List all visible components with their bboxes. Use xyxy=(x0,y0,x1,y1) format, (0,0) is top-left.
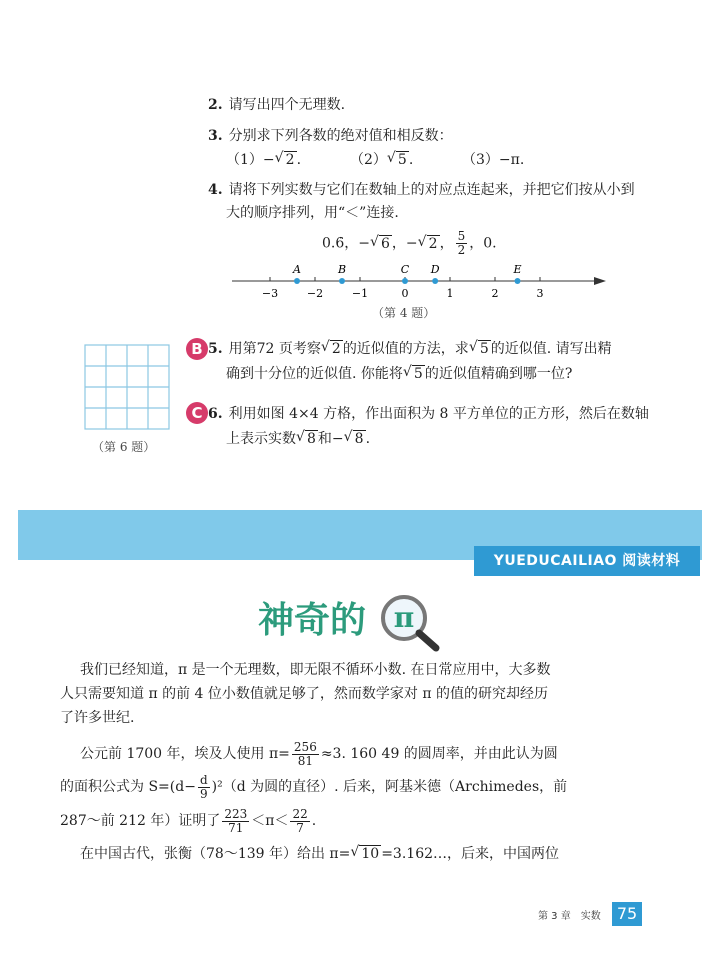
q4-nums-a: 0.6̇，− xyxy=(322,235,370,252)
p3-rad: 10 xyxy=(361,846,380,862)
chapter-label: 第 3 章 实数 xyxy=(538,911,601,922)
reading-p1-l1: 我们已经知道，π 是一个无理数，即无限不循环小数. 在日常应用中，大多数 xyxy=(80,662,551,678)
q3-p2-end: . xyxy=(408,152,414,168)
q5-l1b: 的近似值的方法，求 xyxy=(342,341,469,357)
f3d: 7 xyxy=(296,820,304,835)
p2-l1b: ≈3. 160 49 的圆周率，并由此认为圆 xyxy=(320,746,558,762)
frac-num: 5 xyxy=(457,229,466,243)
axis-tick-label: −1 xyxy=(351,287,369,300)
reading-p2-l1 xyxy=(80,740,558,768)
f3n: 22 xyxy=(292,806,308,821)
p2-l3b: ＜π＜ xyxy=(251,813,289,829)
q5-rad5b: 5 xyxy=(413,366,423,382)
reading-p2-l3 xyxy=(60,806,316,836)
axis-point xyxy=(432,278,438,284)
title-text: 神奇的 xyxy=(258,600,367,641)
axis-point-label: E xyxy=(513,263,522,276)
fraction-5-2 xyxy=(456,230,468,257)
q3-number: 3. xyxy=(208,128,223,144)
question-6 xyxy=(208,404,649,424)
q5-l1a: 用第72 页考察 xyxy=(228,341,321,357)
axis-point-label: D xyxy=(430,263,440,276)
f2d: 71 xyxy=(228,820,244,835)
q3-part-1 xyxy=(226,150,301,170)
axis-tick-label: −2 xyxy=(306,287,324,300)
axis-tick-label: 2 xyxy=(491,287,499,300)
frac-223-71 xyxy=(222,808,249,835)
q3-p2-radicand: 5 xyxy=(397,152,407,168)
p2-l3a: 287～前 212 年）证明了 xyxy=(60,813,221,829)
f2n: 223 xyxy=(224,806,248,821)
sqrt-10 xyxy=(350,844,381,864)
axis-point xyxy=(402,278,408,284)
axis-point-label: C xyxy=(400,263,410,276)
question-4 xyxy=(208,180,635,200)
question-5 xyxy=(208,339,612,359)
p3-l1b: =3.162…，后来，中国两位 xyxy=(381,846,560,862)
sqrt-8 xyxy=(296,429,318,449)
sqrt-8b xyxy=(344,429,366,449)
level-c-badge: C xyxy=(186,402,208,424)
q3-p1-label: （1）− xyxy=(226,152,275,168)
reading-p3-l1 xyxy=(80,844,559,864)
reading-p1-l3: 了许多世纪. xyxy=(60,710,135,726)
level-b-badge: B xyxy=(186,338,208,360)
sqrt-2 xyxy=(275,150,297,170)
p2-l1a: 公元前 1700 年，埃及人使用 π= xyxy=(80,746,290,762)
q6-rad8b: 8 xyxy=(354,431,364,447)
frac-256-81 xyxy=(292,741,319,768)
q5-l1c: 的近似值. 请写出精 xyxy=(490,341,612,357)
p2-l2a: 的面积公式为 S= xyxy=(60,779,170,795)
area-square: )² xyxy=(211,779,223,795)
q4-caption: （第 4 题） xyxy=(372,306,436,320)
area-expr: (d− xyxy=(169,779,196,795)
number-line xyxy=(228,260,614,304)
axis-tick-label: 0 xyxy=(401,287,409,300)
q3-part-3: （3）−π. xyxy=(462,152,525,168)
sqrt-5c xyxy=(403,364,425,384)
page-number: 75 xyxy=(612,902,642,926)
q2-number: 2. xyxy=(208,97,223,113)
q2-text: 请写出四个无理数. xyxy=(228,97,346,113)
axis-arrow-icon xyxy=(594,277,606,285)
q4-rad2: 2 xyxy=(428,235,438,252)
sqrt-6 xyxy=(370,231,392,257)
dd: 9 xyxy=(199,786,208,801)
frac-den: 2 xyxy=(457,243,466,257)
q4-number: 4. xyxy=(208,182,223,198)
q6-caption: （第 6 题） xyxy=(92,440,156,454)
q5-l2b: 的近似值精确到哪一位? xyxy=(424,366,573,382)
p2-l3c: . xyxy=(311,813,317,829)
q6-l2c: . xyxy=(365,431,371,447)
sqrt-2c xyxy=(321,339,343,359)
question-3 xyxy=(208,126,453,146)
q3-text: 分别求下列各数的绝对值和相反数： xyxy=(228,128,453,144)
q3-p2-label: （2） xyxy=(350,152,387,168)
frac-22-7 xyxy=(290,808,309,835)
q4-number-list xyxy=(322,230,497,256)
q6-line2 xyxy=(226,429,370,449)
q4-nums-b: ，− xyxy=(391,235,418,252)
question-2 xyxy=(208,95,345,115)
axis-point xyxy=(339,278,345,284)
grid-4x4 xyxy=(84,344,170,430)
q4-line1: 请将下列实数与它们在数轴上的对应点连起来，并把它们按从小到 xyxy=(228,182,635,198)
q5-rad5: 5 xyxy=(479,341,489,357)
reading-tag: YUEDUCAILIAO 阅读材料 xyxy=(474,546,700,576)
q4-nums-c: ， xyxy=(439,235,454,252)
reading-title xyxy=(258,592,366,643)
p2-l2b: （d 为圆的直径）. 后来，阿基米德（Archimedes，前 xyxy=(222,779,568,795)
q3-p1-radicand: 2 xyxy=(285,152,295,168)
dn: d xyxy=(199,772,208,787)
q6-l2b: 和− xyxy=(317,431,344,447)
axis-point-label: B xyxy=(337,263,347,276)
q4-nums-d: ，0. xyxy=(469,235,497,252)
sqrt-5 xyxy=(387,150,409,170)
q3-p1-end: . xyxy=(296,152,302,168)
p3-l1a: 在中国古代，张衡（78～139 年）给出 π= xyxy=(80,846,351,862)
sqrt-5b xyxy=(469,339,491,359)
axis-tick-label: −3 xyxy=(261,287,279,300)
f1d: 81 xyxy=(297,753,314,768)
magnifier-pi-icon xyxy=(378,592,442,652)
reading-p1-l2: 人只需要知道 π 的前 4 位小数值就足够了，然而数学家对 π 的值的研究却经历 xyxy=(60,686,549,702)
q6-number: 6. xyxy=(208,406,223,422)
q6-l1: 利用如图 4×4 方格，作出面积为 8 平方单位的正方形，然后在数轴 xyxy=(228,406,649,422)
q4-line2: 大的顺序排列，用“＜”连接. xyxy=(226,205,399,221)
q4-rad6: 6 xyxy=(381,235,390,252)
axis-tick-label: 1 xyxy=(446,287,454,300)
axis-point-label: A xyxy=(293,263,301,276)
q5-l2a: 确到十分位的近似值. 你能将 xyxy=(226,366,403,382)
pi-symbol: π xyxy=(393,601,415,634)
axis-point xyxy=(515,278,521,284)
q3-part-2 xyxy=(350,150,413,170)
q6-rad8: 8 xyxy=(307,431,316,447)
frac-d-9 xyxy=(198,774,210,801)
sqrt-2b xyxy=(418,231,440,257)
axis-tick-label: 3 xyxy=(536,287,544,300)
q5-number: 5. xyxy=(208,341,223,357)
q5-rad2: 2 xyxy=(331,341,341,357)
q6-l2a: 上表示实数 xyxy=(226,431,296,447)
q5-line2 xyxy=(226,364,572,384)
f1n: 256 xyxy=(293,739,317,754)
axis-point xyxy=(294,278,300,284)
reading-p2-l2 xyxy=(60,772,567,802)
